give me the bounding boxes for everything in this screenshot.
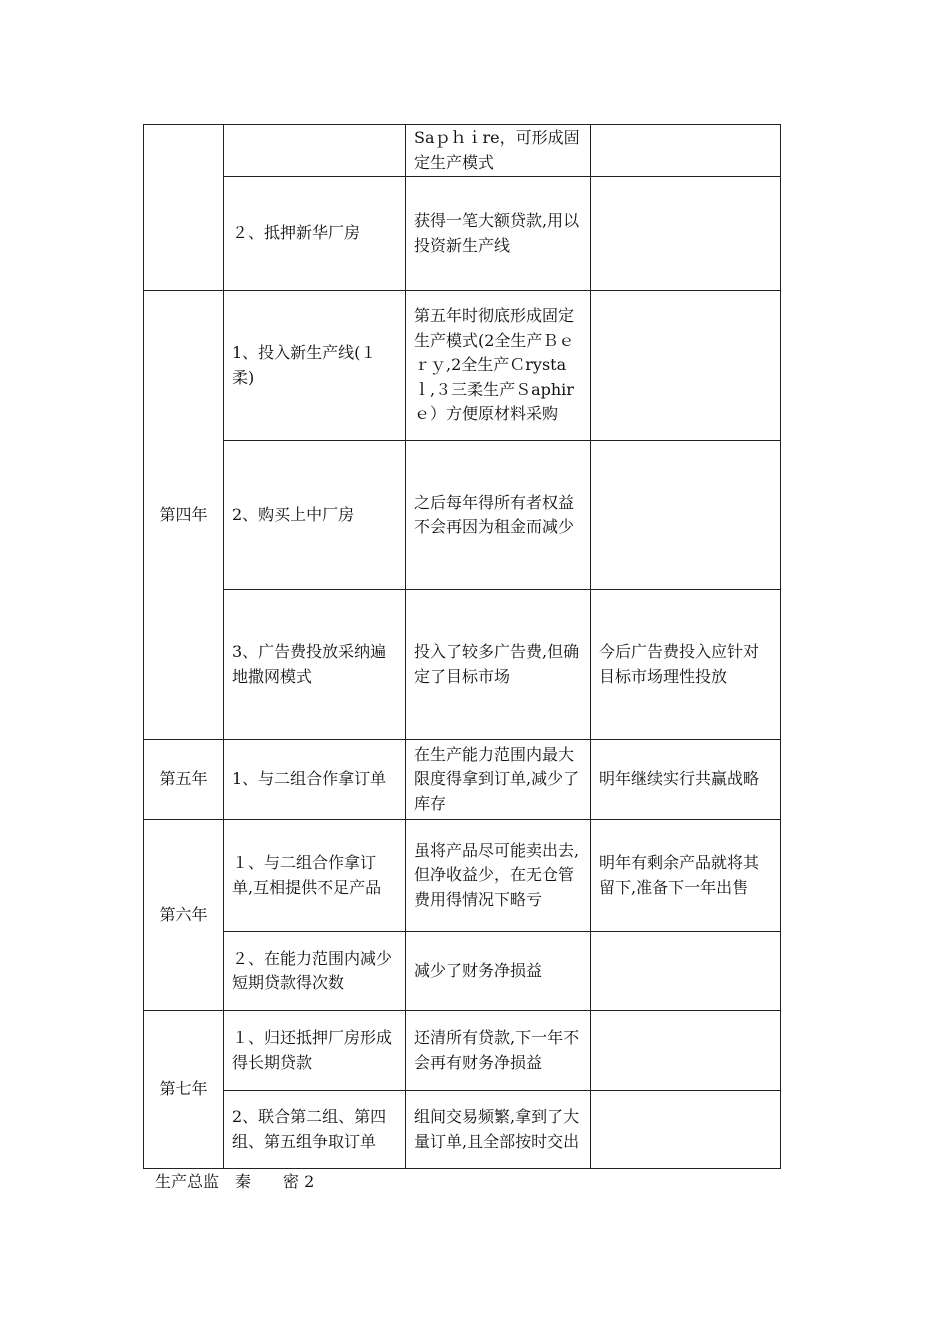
year-cell: 第四年 xyxy=(144,291,224,740)
result-cell: 获得一笔大额贷款,用以投资新生产线 xyxy=(406,177,591,291)
table-row xyxy=(144,1091,781,1169)
result-cell: 组间交易频繁,拿到了大量订单,且全部按时交出 xyxy=(406,1091,591,1169)
measure-cell: 2、联合第二组、第四组、第五组争取订单 xyxy=(224,1091,406,1169)
measure-cell: 2、购买上中厂房 xyxy=(224,441,406,590)
result-cell: 减少了财务净损益 xyxy=(406,932,591,1011)
table-row xyxy=(144,1011,781,1091)
year-cell: 第七年 xyxy=(144,1011,224,1169)
measure-cell: ２、抵押新华厂房 xyxy=(224,177,406,291)
table-row xyxy=(144,932,781,1011)
year-cell: 第六年 xyxy=(144,820,224,1011)
note-cell: 明年继续实行共赢战略 xyxy=(591,740,781,820)
result-cell: 第五年时彻底形成固定生产模式(2全生产Ｂｅｒｙ,2全生产Ｃrystaｌ,３三柔生产Ｓaphirｅ）方便原材料采购 xyxy=(406,291,591,441)
result-cell: 虽将产品尽可能卖出去,但净收益少，在无仓管费用得情况下略亏 xyxy=(406,820,591,932)
note-cell: 明年有剩余产品就将其留下,准备下一年出售 xyxy=(591,820,781,932)
result-cell: 之后每年得所有者权益不会再因为租金而减少 xyxy=(406,441,591,590)
result-cell: 投入了较多广告费,但确定了目标市场 xyxy=(406,590,591,740)
measure-cell xyxy=(224,125,406,177)
table-row xyxy=(144,740,781,820)
signature-line: 生产总监 秦 密 2 xyxy=(155,1172,315,1191)
table-row xyxy=(144,590,781,740)
measure-cell: １、与二组合作拿订单,互相提供不足产品 xyxy=(224,820,406,932)
note-cell: 今后广告费投入应针对目标市场理性投放 xyxy=(591,590,781,740)
result-cell: Saｐｈｉre，可形成固定生产模式 xyxy=(406,125,591,177)
measure-cell: 1、投入新生产线(１柔) xyxy=(224,291,406,441)
table-row xyxy=(144,820,781,932)
year-cell: 第五年 xyxy=(144,740,224,820)
year-cell-blank xyxy=(144,125,224,291)
note-cell xyxy=(591,1091,781,1169)
table-row xyxy=(144,441,781,590)
note-cell xyxy=(591,291,781,441)
note-cell xyxy=(591,125,781,177)
note-cell xyxy=(591,932,781,1011)
summary-table xyxy=(143,124,781,1169)
note-cell xyxy=(591,1011,781,1091)
table-row xyxy=(144,291,781,441)
note-cell xyxy=(591,177,781,291)
measure-cell: 1、与二组合作拿订单 xyxy=(224,740,406,820)
result-cell: 还清所有贷款,下一年不会再有财务净损益 xyxy=(406,1011,591,1091)
measure-cell: 3、广告费投放采纳遍地撒网模式 xyxy=(224,590,406,740)
measure-cell: ２、在能力范围内减少短期贷款得次数 xyxy=(224,932,406,1011)
note-cell xyxy=(591,441,781,590)
table-row xyxy=(144,125,781,177)
table-row xyxy=(144,177,781,291)
measure-cell: １、归还抵押厂房形成得长期贷款 xyxy=(224,1011,406,1091)
result-cell: 在生产能力范围内最大限度得拿到订单,减少了库存 xyxy=(406,740,591,820)
